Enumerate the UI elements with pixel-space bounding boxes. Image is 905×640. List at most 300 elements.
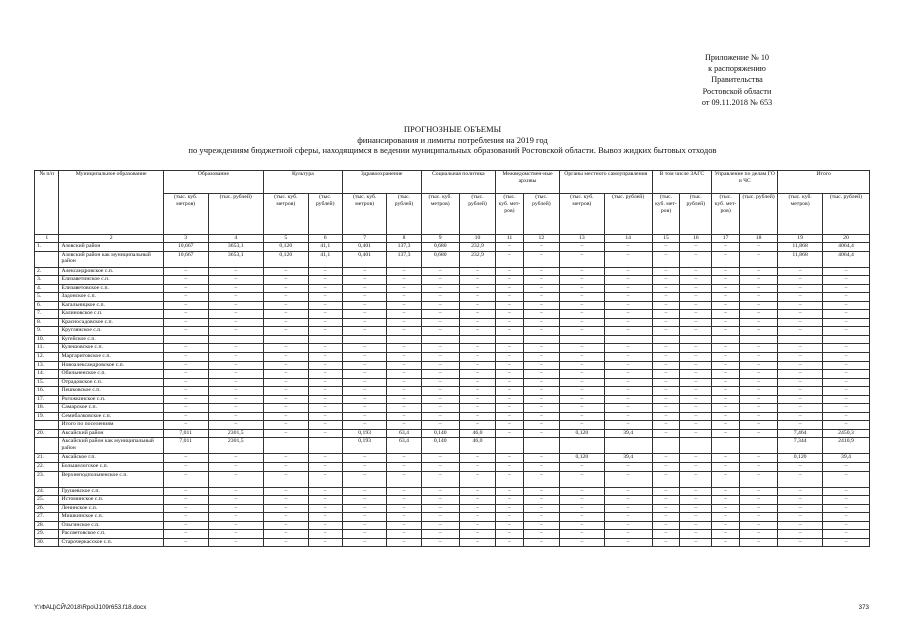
row-number: 28. (35, 521, 59, 530)
value-cell: – (652, 353, 680, 362)
table-row (35, 335, 870, 344)
value-cell: – (459, 378, 495, 387)
value-cell (496, 335, 524, 344)
value-cell: – (496, 267, 524, 276)
value-cell: – (680, 276, 712, 285)
value-cell: – (822, 378, 869, 387)
value-cell: – (778, 284, 823, 293)
value-cell: 0,120 (263, 251, 308, 267)
value-cell: – (459, 353, 495, 362)
value-cell: – (739, 521, 777, 530)
value-cell: – (308, 454, 342, 463)
value-cell: 41,1 (308, 251, 342, 267)
value-cell: – (496, 412, 524, 421)
file-path: Y:\ФАЦ\СЙ\2018\Rpo\J109r653.f18.docx (34, 604, 147, 611)
value-cell: – (342, 504, 387, 513)
value-cell: 2301,5 (208, 438, 263, 454)
value-cell: – (421, 538, 459, 547)
value-cell: – (739, 487, 777, 496)
value-cell: – (680, 412, 712, 421)
value-cell: – (822, 471, 869, 487)
value-cell: – (308, 318, 342, 327)
value-cell: – (778, 471, 823, 487)
header-unit: (тыс. рублей) (822, 194, 869, 235)
value-cell: – (652, 378, 680, 387)
value-cell (739, 335, 777, 344)
value-cell: – (604, 404, 652, 413)
value-cell: – (652, 293, 680, 302)
municipality-name: Истоминское с.п. (59, 496, 163, 505)
value-cell: – (208, 454, 263, 463)
value-cell: – (712, 504, 740, 513)
municipality-name: Калиновское с.п. (59, 310, 163, 319)
table-row (35, 504, 870, 513)
value-cell: – (263, 429, 308, 438)
value-cell: – (387, 463, 421, 472)
value-cell: – (163, 412, 208, 421)
value-cell: – (739, 370, 777, 379)
value-cell: – (263, 471, 308, 487)
value-cell: – (712, 361, 740, 370)
value-cell: – (387, 310, 421, 319)
value-cell: – (739, 395, 777, 404)
value-cell: – (459, 301, 495, 310)
value-cell: – (387, 487, 421, 496)
value-cell: – (308, 521, 342, 530)
value-cell: – (263, 327, 308, 336)
municipality-name: Аксайский район (59, 429, 163, 438)
value-cell (387, 335, 421, 344)
row-number: 5. (35, 293, 59, 302)
table-row (35, 538, 870, 547)
value-cell: – (421, 387, 459, 396)
value-cell: – (263, 284, 308, 293)
value-cell: 0,401 (342, 251, 387, 267)
value-cell: – (263, 412, 308, 421)
value-cell: – (523, 538, 559, 547)
value-cell: – (559, 310, 604, 319)
value-cell: – (387, 301, 421, 310)
value-cell: – (739, 412, 777, 421)
value-cell: – (652, 521, 680, 530)
value-cell: – (739, 243, 777, 252)
value-cell: – (523, 513, 559, 522)
municipality-name: Обильненское с.п. (59, 370, 163, 379)
value-cell: – (496, 284, 524, 293)
value-cell: – (778, 463, 823, 472)
value-cell: – (523, 293, 559, 302)
value-cell: – (680, 267, 712, 276)
value-cell: – (163, 471, 208, 487)
row-number: 2. (35, 267, 59, 276)
row-number: 6. (35, 301, 59, 310)
value-cell: – (459, 344, 495, 353)
table-row (35, 487, 870, 496)
column-number: 14 (604, 235, 652, 243)
value-cell: – (342, 327, 387, 336)
value-cell: – (496, 504, 524, 513)
value-cell: – (712, 395, 740, 404)
value-cell: – (680, 370, 712, 379)
value-cell: – (387, 361, 421, 370)
value-cell: 3653,1 (208, 251, 263, 267)
table-row (35, 370, 870, 379)
value-cell: – (739, 310, 777, 319)
value-cell: – (822, 276, 869, 285)
value-cell: – (263, 267, 308, 276)
value-cell: – (523, 310, 559, 319)
value-cell: – (739, 267, 777, 276)
value-cell: – (459, 293, 495, 302)
municipality-name: Аксайский район как муниципальный район (59, 438, 163, 454)
value-cell: – (712, 538, 740, 547)
value-cell: – (308, 404, 342, 413)
value-cell: – (778, 361, 823, 370)
value-cell: 2301,5 (208, 429, 263, 438)
table-row (35, 243, 870, 252)
value-cell: – (739, 530, 777, 539)
value-cell: – (680, 521, 712, 530)
value-cell: 10,667 (163, 251, 208, 267)
value-cell: – (263, 310, 308, 319)
value-cell: – (208, 504, 263, 513)
value-cell: – (387, 421, 421, 430)
table-row (35, 454, 870, 463)
municipality-name: Кагальницкое с.п. (59, 301, 163, 310)
value-cell: – (208, 378, 263, 387)
value-cell: 4064,4 (822, 251, 869, 267)
value-cell: – (778, 513, 823, 522)
value-cell: – (712, 463, 740, 472)
value-cell: 11,868 (778, 251, 823, 267)
municipality-name: Ленинское с.п. (59, 504, 163, 513)
value-cell: – (523, 378, 559, 387)
value-cell: 7,011 (163, 429, 208, 438)
value-cell: – (421, 504, 459, 513)
value-cell: – (421, 471, 459, 487)
municipality-name: Ольгинское с.п. (59, 521, 163, 530)
value-cell: – (208, 395, 263, 404)
value-cell: – (208, 327, 263, 336)
row-number (35, 438, 59, 454)
value-cell: – (208, 421, 263, 430)
column-number: 12 (523, 235, 559, 243)
value-cell: – (680, 538, 712, 547)
column-number: 13 (559, 235, 604, 243)
value-cell: – (263, 293, 308, 302)
value-cell: – (387, 344, 421, 353)
value-cell: – (712, 513, 740, 522)
column-number: 6 (308, 235, 342, 243)
value-cell: – (208, 276, 263, 285)
value-cell: – (523, 471, 559, 487)
value-cell: – (822, 513, 869, 522)
value-cell: – (604, 471, 652, 487)
municipality-name: Самарское с.п. (59, 404, 163, 413)
value-cell: – (308, 267, 342, 276)
value-cell: – (822, 301, 869, 310)
value-cell: – (652, 513, 680, 522)
value-cell: – (459, 404, 495, 413)
value-cell: – (263, 353, 308, 362)
value-cell: – (459, 395, 495, 404)
header-number: № п/п (35, 171, 59, 235)
table-row (35, 496, 870, 505)
value-cell: – (459, 471, 495, 487)
value-cell: 3653,1 (208, 243, 263, 252)
value-cell: – (652, 267, 680, 276)
row-number: 20. (35, 429, 59, 438)
table-row (35, 378, 870, 387)
value-cell: – (459, 454, 495, 463)
value-cell: – (421, 521, 459, 530)
value-cell: – (778, 538, 823, 547)
value-cell (822, 335, 869, 344)
value-cell: – (523, 387, 559, 396)
value-cell: – (778, 387, 823, 396)
value-cell: – (652, 487, 680, 496)
row-number: 22. (35, 463, 59, 472)
value-cell: – (712, 487, 740, 496)
value-cell: – (342, 387, 387, 396)
value-cell: – (342, 487, 387, 496)
column-number: 15 (652, 235, 680, 243)
value-cell: – (263, 344, 308, 353)
value-cell: – (822, 327, 869, 336)
value-cell: – (523, 463, 559, 472)
title-line-1: ПРОГНОЗНЫЕ ОБЪЕМЫ (403, 124, 502, 134)
value-cell (739, 438, 777, 454)
value-cell: – (822, 530, 869, 539)
value-cell: – (739, 429, 777, 438)
value-cell: 0,120 (559, 429, 604, 438)
data-table (34, 170, 870, 547)
municipality-name: Рассветовское с.п. (59, 530, 163, 539)
table-row (35, 463, 870, 472)
value-cell: – (652, 496, 680, 505)
column-number: 7 (342, 235, 387, 243)
value-cell: – (308, 487, 342, 496)
row-number: 3. (35, 276, 59, 285)
value-cell: – (387, 538, 421, 547)
row-number: 30. (35, 538, 59, 547)
header-unit: (тыс. рублей) (739, 194, 777, 235)
value-cell: 7,464 (778, 429, 823, 438)
value-cell: – (559, 387, 604, 396)
value-cell: – (421, 412, 459, 421)
value-cell: – (459, 276, 495, 285)
value-cell: – (604, 387, 652, 396)
municipality-name: Грушевское с.п. (59, 487, 163, 496)
value-cell: – (523, 395, 559, 404)
value-cell: – (652, 421, 680, 430)
value-cell: – (604, 243, 652, 252)
value-cell: – (421, 454, 459, 463)
value-cell: – (163, 293, 208, 302)
value-cell (523, 335, 559, 344)
value-cell: – (263, 496, 308, 505)
value-cell: – (778, 370, 823, 379)
value-cell: – (387, 267, 421, 276)
value-cell: – (387, 370, 421, 379)
value-cell: – (680, 361, 712, 370)
value-cell: – (778, 504, 823, 513)
value-cell: 137,3 (387, 243, 421, 252)
table-row (35, 471, 870, 487)
value-cell: – (163, 370, 208, 379)
value-cell: – (559, 504, 604, 513)
value-cell: – (604, 267, 652, 276)
value-cell: – (680, 487, 712, 496)
value-cell: – (822, 496, 869, 505)
value-cell: – (523, 429, 559, 438)
value-cell: – (342, 538, 387, 547)
value-cell: – (739, 378, 777, 387)
value-cell: – (163, 421, 208, 430)
header-group: Итого (778, 171, 870, 194)
value-cell: – (163, 361, 208, 370)
value-cell: – (778, 344, 823, 353)
value-cell: – (208, 284, 263, 293)
value-cell: – (163, 267, 208, 276)
value-cell: – (342, 521, 387, 530)
value-cell: – (604, 487, 652, 496)
value-cell: – (263, 361, 308, 370)
table-row (35, 318, 870, 327)
table-row (35, 530, 870, 539)
value-cell: – (163, 318, 208, 327)
header-unit: (тыс. рублей) (523, 194, 559, 235)
value-cell: – (496, 318, 524, 327)
value-cell: – (559, 301, 604, 310)
header-unit: (тыс. куб. метров) (421, 194, 459, 235)
value-cell: 2450,3 (822, 429, 869, 438)
value-cell: – (308, 463, 342, 472)
value-cell: – (559, 293, 604, 302)
value-cell (604, 438, 652, 454)
value-cell: – (523, 284, 559, 293)
row-number: 10. (35, 335, 59, 344)
value-cell: 39,4 (604, 454, 652, 463)
value-cell: – (308, 276, 342, 285)
table-row (35, 513, 870, 522)
value-cell: – (308, 504, 342, 513)
value-cell: – (778, 412, 823, 421)
value-cell: – (604, 504, 652, 513)
row-number: 11. (35, 344, 59, 353)
table-row (35, 353, 870, 362)
header-unit: (тыс. рублей) (208, 194, 263, 235)
value-cell: – (308, 361, 342, 370)
value-cell: – (739, 276, 777, 285)
municipality-name: Рогожкинское с.п. (59, 395, 163, 404)
row-number: 14. (35, 370, 59, 379)
value-cell: – (680, 378, 712, 387)
municipality-name: Семибалковское с.п. (59, 412, 163, 421)
value-cell: – (680, 463, 712, 472)
value-cell: – (559, 267, 604, 276)
value-cell: – (387, 293, 421, 302)
row-number: 9. (35, 327, 59, 336)
value-cell: – (652, 318, 680, 327)
value-cell: – (778, 496, 823, 505)
value-cell: – (421, 378, 459, 387)
value-cell: – (496, 454, 524, 463)
header-group: Межведомствен-ные архивы (496, 171, 560, 194)
value-cell: – (712, 310, 740, 319)
value-cell: – (523, 344, 559, 353)
value-cell: – (163, 463, 208, 472)
value-cell: – (822, 284, 869, 293)
value-cell: – (559, 395, 604, 404)
value-cell: – (263, 370, 308, 379)
value-cell: 232,9 (459, 243, 495, 252)
value-cell: – (604, 344, 652, 353)
value-cell: – (652, 310, 680, 319)
value-cell: – (208, 487, 263, 496)
value-cell: – (712, 421, 740, 430)
value-cell: – (496, 471, 524, 487)
value-cell: – (342, 318, 387, 327)
value-cell: – (387, 530, 421, 539)
value-cell: – (652, 344, 680, 353)
value-cell: – (421, 301, 459, 310)
value-cell: – (496, 370, 524, 379)
value-cell: – (496, 310, 524, 319)
value-cell: – (523, 521, 559, 530)
column-number: 4 (208, 235, 263, 243)
value-cell: – (523, 251, 559, 267)
value-cell: – (208, 370, 263, 379)
value-cell: – (523, 353, 559, 362)
value-cell (263, 438, 308, 454)
table-row (35, 344, 870, 353)
value-cell: – (822, 361, 869, 370)
value-cell: – (308, 387, 342, 396)
value-cell: – (387, 404, 421, 413)
header-group: В том числе ЗАГС (652, 171, 712, 194)
row-number: 19. (35, 412, 59, 421)
value-cell: – (652, 404, 680, 413)
municipality-name: Азовский район (59, 243, 163, 252)
header-unit: (тыс. рублей) (387, 194, 421, 235)
value-cell: – (496, 421, 524, 430)
value-cell: – (652, 284, 680, 293)
value-cell: 137,3 (387, 251, 421, 267)
value-cell: – (739, 327, 777, 336)
value-cell: – (778, 267, 823, 276)
value-cell: – (680, 513, 712, 522)
value-cell: – (208, 530, 263, 539)
municipality-name: Александровское с.п. (59, 267, 163, 276)
value-cell: – (604, 276, 652, 285)
row-number: 18. (35, 404, 59, 413)
value-cell: – (342, 421, 387, 430)
value-cell (308, 335, 342, 344)
value-cell: – (739, 496, 777, 505)
municipality-name: Верхнеподпольненское с.п. (59, 471, 163, 487)
value-cell: – (559, 276, 604, 285)
value-cell: – (523, 496, 559, 505)
column-number: 19 (778, 235, 823, 243)
value-cell: – (421, 327, 459, 336)
value-cell: – (163, 487, 208, 496)
value-cell: – (652, 504, 680, 513)
header-group: Органы местного самоуправления (559, 171, 652, 194)
value-cell: – (342, 344, 387, 353)
value-cell: – (496, 395, 524, 404)
value-cell: – (712, 378, 740, 387)
